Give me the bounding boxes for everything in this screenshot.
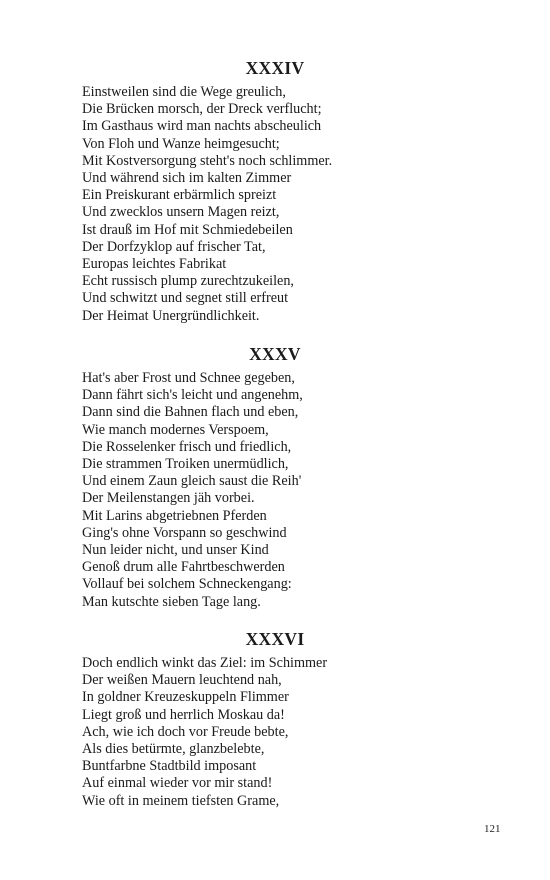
verse-line: Ging's ohne Vorspann so geschwind <box>82 524 287 541</box>
verse-line: Man kutschte sieben Tage lang. <box>82 593 261 610</box>
verse-line: Auf einmal wieder vor mir stand! <box>82 775 273 792</box>
verse-line: Hat's aber Frost und Schnee gegeben, <box>82 370 295 386</box>
verse-line: Die Rosselenker frisch und friedlich, <box>82 438 292 455</box>
verse-line: Buntfarbne Stadtbild imposant <box>82 758 257 775</box>
verse-line: Ach, wie ich doch vor Freude bebte, <box>82 723 289 740</box>
verse-line: Der weißen Mauern leuchtend nah, <box>82 672 282 689</box>
verse-line: Im Gasthaus wird man nachts abscheulich <box>82 118 322 135</box>
verse-line: Dann fährt sich's leicht und angenehm, <box>82 387 303 404</box>
verse-line: Mit Kostversorgung steht's noch schlimmer. <box>82 152 333 169</box>
verse-line: Als dies betürmte, glanzbelebte, <box>82 741 265 758</box>
verse-line: Die strammen Troiken unermüdlich, <box>82 456 289 473</box>
stanza-heading-xxxiv: XXXIV <box>245 58 305 78</box>
stanza-xxxiv <box>82 84 522 325</box>
verse-line: Ist drauß im Hof mit Schmiedebeilen <box>82 221 293 238</box>
verse-line: Doch endlich winkt das Ziel: im Schimmer <box>82 655 328 671</box>
page-number: 121 <box>484 823 501 835</box>
verse-line: Europas leichtes Fabrikat <box>82 256 227 273</box>
verse-line: Genoß drum alle Fahrtbeschwerden <box>82 559 285 576</box>
verse-line: Wie oft in meinem tiefsten Grame, <box>82 792 280 809</box>
verse-line: Der Dorfzyklop auf frischer Tat, <box>82 238 266 255</box>
verse-line: Von Floh und Wanze heimgesucht; <box>82 135 280 152</box>
verse-line: Und schwitzt und segnet still erfreut <box>82 290 289 307</box>
verse-line: Einstweilen sind die Wege greulich, <box>82 84 286 100</box>
stanza-heading-xxxvi: XXXVI <box>245 629 305 649</box>
verse-line: Der Meilenstangen jäh vorbei. <box>82 490 255 507</box>
verse-line: Liegt groß und herrlich Moskau da! <box>82 706 285 723</box>
verse-line: Und zwecklos unsern Magen reizt, <box>82 204 280 221</box>
verse-line: Vollauf bei solchem Schneckengang: <box>82 576 292 593</box>
verse-line: Ein Preiskurant erbärmlich spreizt <box>82 187 277 204</box>
verse-line: Dann sind die Bahnen flach und eben, <box>82 404 299 421</box>
stanza-heading-xxxv: XXXV <box>249 344 301 364</box>
verse-line: Wie manch modernes Verspoem, <box>82 421 269 438</box>
verse-line: Echt russisch plump zurechtzukeilen, <box>82 273 294 290</box>
verse-line: Und während sich im kalten Zimmer <box>82 170 292 187</box>
verse-line: Und einem Zaun gleich saust die Reih' <box>82 473 302 490</box>
verse-line: Die Brücken morsch, der Dreck verflucht; <box>82 101 322 118</box>
stanza-xxxvi <box>82 655 522 810</box>
verse-line: Mit Larins abgetriebnen Pferden <box>82 507 267 524</box>
verse-line: In goldner Kreuzeskuppeln Flimmer <box>82 689 289 706</box>
verse-line: Nun leider nicht, und unser Kind <box>82 542 269 559</box>
verse-line: Der Heimat Unergründlichkeit. <box>82 307 260 324</box>
stanza-xxxv <box>82 370 522 611</box>
